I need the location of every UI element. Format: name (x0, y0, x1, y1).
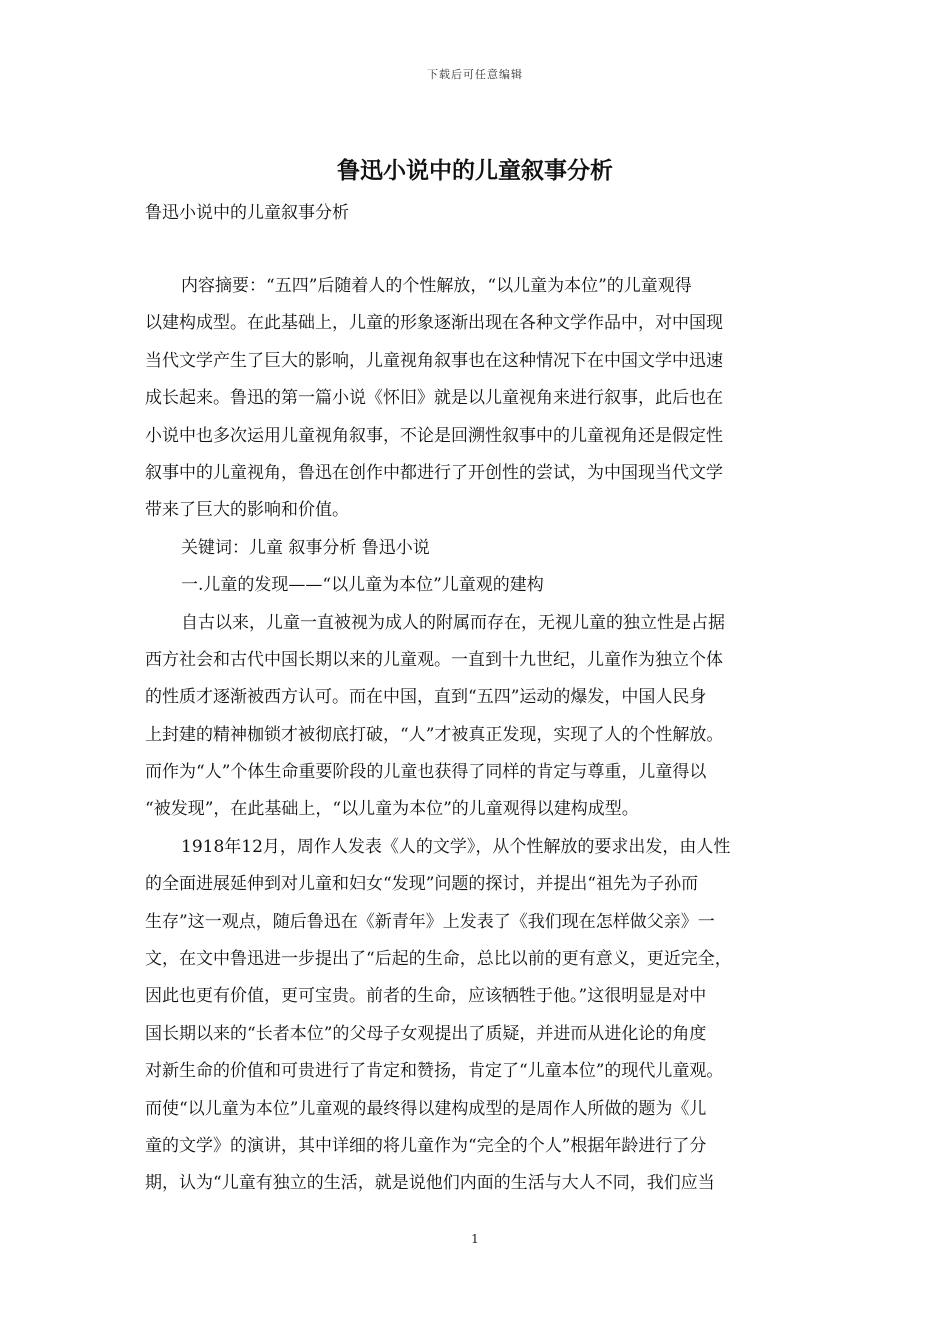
body-line: “被发现”，在此基础上，“以儿童为本位”的儿童观得以建构成型。 (145, 799, 639, 820)
body-line: 对新生命的价值和可贵进行了肯定和赞扬，肯定了“儿童本位”的现代儿童观。 (145, 1061, 724, 1082)
body-line: 文，在文中鲁迅进一步提出了“后起的生命，总比以前的更有意义，更近完全， (145, 949, 732, 970)
body-line: 成长起来。鲁迅的第一篇小说《怀旧》就是以儿童视角来进行叙事，此后也在 (145, 388, 723, 409)
body-line: 期，认为“儿童有独立的生活，就是说他们内面的生活与大人不同，我们应当 (145, 1173, 715, 1194)
body-text (145, 272, 805, 1207)
body-line: 的性质才逐渐被西方认可。而在中国，直到“五四”运动的爆发，中国人民身 (145, 687, 707, 708)
body-line: 生存”这一观点，随后鲁迅在《新青年》上发表了《我们现在怎样做父亲》一 (145, 911, 715, 932)
document-subtitle: 鲁迅小说中的儿童叙事分析 (145, 203, 349, 223)
body-line: 而使“以儿童为本位”儿童观的最终得以建构成型的是周作人所做的题为《儿 (145, 1098, 707, 1119)
body-line: 小说中也多次运用儿童视角叙事，不论是回溯性叙事中的儿童视角还是假定性 (145, 425, 723, 446)
page-number: 1 (471, 1232, 479, 1246)
body-line: 以建构成型。在此基础上，儿童的形象逐渐出现在各种文学作品中，对中国现 (145, 313, 723, 334)
body-line: 上封建的精神枷锁才被彻底打破，“人”才被真正发现，实现了人的个性解放。 (145, 724, 724, 745)
body-line: 西方社会和古代中国长期以来的儿童观。一直到十九世纪，儿童作为独立个体 (145, 649, 723, 670)
body-line: 的全面进展延伸到对儿童和妇女“发现”问题的探讨，并提出“祖先为子孙而 (145, 874, 699, 895)
body-line: 国长期以来的“长者本位”的父母子女观提出了质疑，并进而从进化论的角度 (145, 1023, 707, 1044)
body-line: 内容摘要：“五四”后随着人的个性解放，“以儿童为本位”的儿童观得 (181, 276, 692, 296)
body-line: 1918年12月，周作人发表《人的文学》，从个性解放的要求出发，由人性 (181, 836, 731, 857)
body-line: 自古以来，儿童一直被视为成人的附属而存在，无视儿童的独立性是占据 (181, 612, 725, 633)
body-line: 因此也更有价值，更可宝贵。前者的生命，应该牺牲于他。”这很明显是对中 (145, 986, 707, 1007)
body-line: 童的文学》的演讲，其中详细的将儿童作为“完全的个人”根据年龄进行了分 (145, 1135, 707, 1156)
body-line: 当代文学产生了巨大的影响，儿童视角叙事也在这种情况下在中国文学中迅速 (145, 350, 723, 371)
body-line: 而作为“人”个体生命重要阶段的儿童也获得了同样的肯定与尊重，儿童得以 (145, 762, 707, 783)
body-line: 叙事中的儿童视角，鲁迅在创作中都进行了开创性的尝试，为中国现当代文学 (145, 462, 723, 483)
body-line: 带来了巨大的影响和价值。 (145, 500, 349, 521)
page-header-note: 下载后可任意编辑 (427, 68, 523, 81)
document-title: 鲁迅小说中的儿童叙事分析 (337, 158, 613, 184)
body-line: 关键词：儿童 叙事分析 鲁迅小说 (181, 537, 430, 558)
body-line: 一.儿童的发现——“以儿童为本位”儿童观的建构 (181, 575, 544, 596)
